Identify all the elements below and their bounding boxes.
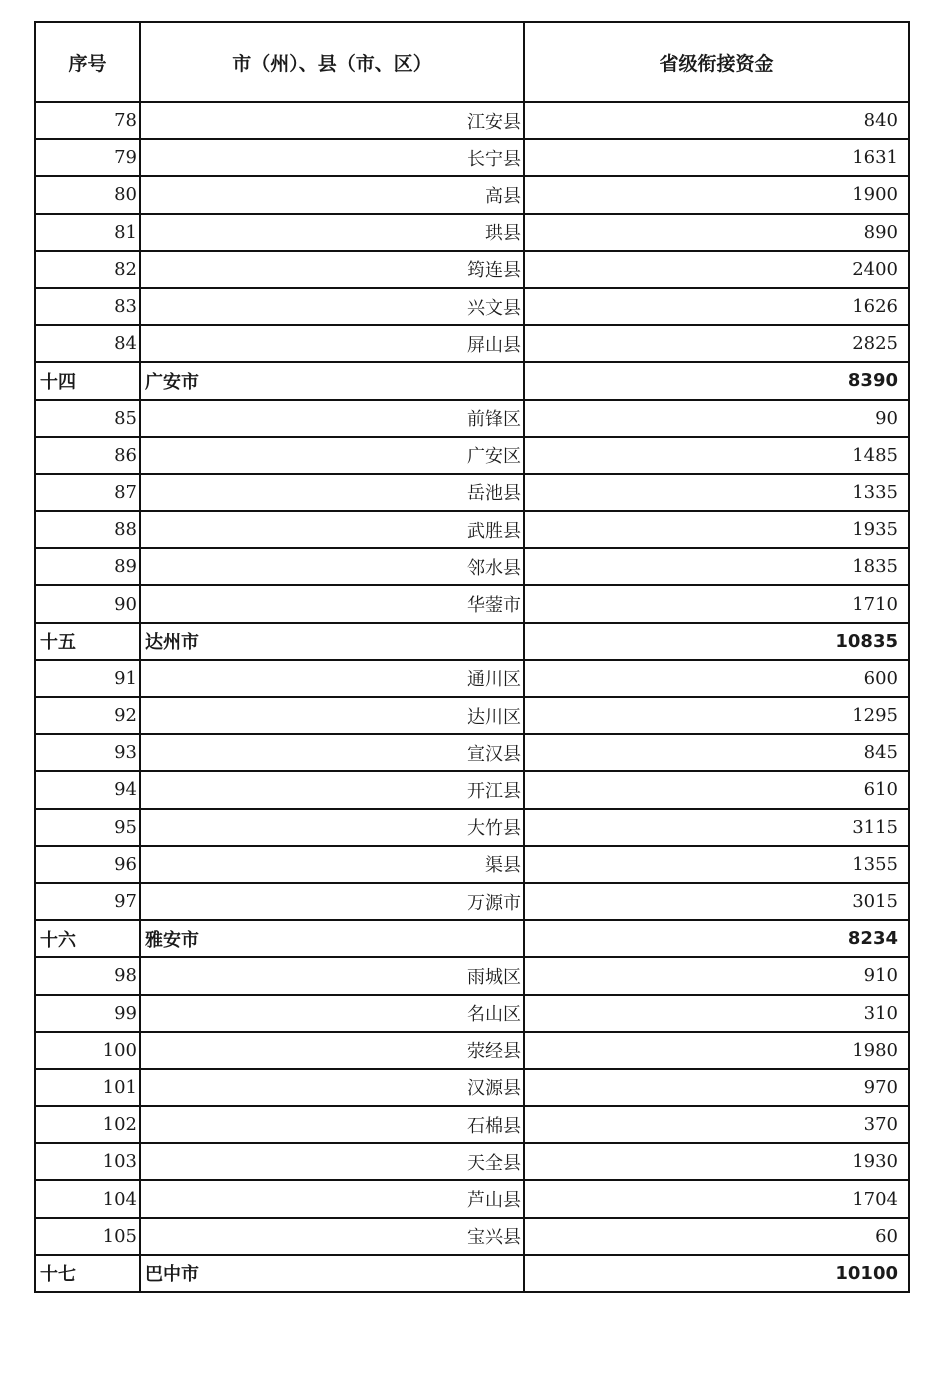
table-row bbox=[35, 288, 909, 325]
cell-index: 98 bbox=[35, 957, 140, 994]
cell-funds: 1835 bbox=[524, 548, 909, 585]
table-row bbox=[35, 400, 909, 437]
header-region: 市（州）、县（市、区） bbox=[140, 22, 524, 102]
cell-index: 89 bbox=[35, 548, 140, 585]
cell-index: 85 bbox=[35, 400, 140, 437]
cell-funds: 1935 bbox=[524, 511, 909, 548]
cell-region: 雅安市 bbox=[140, 920, 524, 957]
cell-region: 长宁县 bbox=[140, 139, 524, 176]
city-subtotal-row bbox=[35, 920, 909, 957]
cell-index: 84 bbox=[35, 325, 140, 362]
table-row bbox=[35, 995, 909, 1032]
cell-index: 105 bbox=[35, 1218, 140, 1255]
cell-funds: 910 bbox=[524, 957, 909, 994]
table-row bbox=[35, 846, 909, 883]
cell-funds: 1704 bbox=[524, 1180, 909, 1217]
cell-funds: 3015 bbox=[524, 883, 909, 920]
table-row bbox=[35, 102, 909, 139]
cell-region: 开江县 bbox=[140, 771, 524, 808]
cell-index: 102 bbox=[35, 1106, 140, 1143]
cell-funds: 60 bbox=[524, 1218, 909, 1255]
cell-funds: 1710 bbox=[524, 585, 909, 622]
cell-funds: 1930 bbox=[524, 1143, 909, 1180]
cell-index: 96 bbox=[35, 846, 140, 883]
cell-region: 宣汉县 bbox=[140, 734, 524, 771]
cell-funds: 1485 bbox=[524, 437, 909, 474]
cell-region: 岳池县 bbox=[140, 474, 524, 511]
cell-index: 82 bbox=[35, 251, 140, 288]
cell-index: 103 bbox=[35, 1143, 140, 1180]
cell-region: 芦山县 bbox=[140, 1180, 524, 1217]
cell-region: 江安县 bbox=[140, 102, 524, 139]
cell-funds: 1295 bbox=[524, 697, 909, 734]
cell-region: 名山区 bbox=[140, 995, 524, 1032]
table-row bbox=[35, 214, 909, 251]
table-row bbox=[35, 1106, 909, 1143]
table-row bbox=[35, 139, 909, 176]
cell-region: 大竹县 bbox=[140, 809, 524, 846]
cell-index: 87 bbox=[35, 474, 140, 511]
table-row bbox=[35, 883, 909, 920]
cell-index: 88 bbox=[35, 511, 140, 548]
cell-region: 通川区 bbox=[140, 660, 524, 697]
cell-index: 80 bbox=[35, 176, 140, 213]
cell-index: 104 bbox=[35, 1180, 140, 1217]
cell-region: 华蓥市 bbox=[140, 585, 524, 622]
cell-funds: 2400 bbox=[524, 251, 909, 288]
cell-index: 95 bbox=[35, 809, 140, 846]
table-row bbox=[35, 809, 909, 846]
city-subtotal-row bbox=[35, 623, 909, 660]
cell-index: 93 bbox=[35, 734, 140, 771]
cell-region: 雨城区 bbox=[140, 957, 524, 994]
cell-funds: 8390 bbox=[524, 362, 909, 399]
cell-region: 广安区 bbox=[140, 437, 524, 474]
table-row bbox=[35, 1143, 909, 1180]
cell-index: 94 bbox=[35, 771, 140, 808]
cell-region: 石棉县 bbox=[140, 1106, 524, 1143]
cell-index: 92 bbox=[35, 697, 140, 734]
cell-index: 十五 bbox=[35, 623, 140, 660]
cell-index: 78 bbox=[35, 102, 140, 139]
cell-index: 91 bbox=[35, 660, 140, 697]
table-row bbox=[35, 1218, 909, 1255]
cell-region: 天全县 bbox=[140, 1143, 524, 1180]
cell-funds: 890 bbox=[524, 214, 909, 251]
cell-index: 97 bbox=[35, 883, 140, 920]
cell-funds: 90 bbox=[524, 400, 909, 437]
cell-funds: 840 bbox=[524, 102, 909, 139]
city-subtotal-row bbox=[35, 362, 909, 399]
header-funds: 省级衔接资金 bbox=[524, 22, 909, 102]
cell-funds: 1355 bbox=[524, 846, 909, 883]
table-row bbox=[35, 325, 909, 362]
cell-region: 宝兴县 bbox=[140, 1218, 524, 1255]
cell-funds: 370 bbox=[524, 1106, 909, 1143]
cell-region: 高县 bbox=[140, 176, 524, 213]
cell-funds: 1631 bbox=[524, 139, 909, 176]
cell-index: 十七 bbox=[35, 1255, 140, 1292]
cell-funds: 10100 bbox=[524, 1255, 909, 1292]
cell-region: 汉源县 bbox=[140, 1069, 524, 1106]
cell-index: 十四 bbox=[35, 362, 140, 399]
cell-funds: 1900 bbox=[524, 176, 909, 213]
header-index: 序号 bbox=[35, 22, 140, 102]
cell-index: 86 bbox=[35, 437, 140, 474]
table-row bbox=[35, 771, 909, 808]
cell-region: 荥经县 bbox=[140, 1032, 524, 1069]
cell-index: 83 bbox=[35, 288, 140, 325]
funds-allocation-table bbox=[34, 21, 910, 1293]
cell-funds: 310 bbox=[524, 995, 909, 1032]
table-row bbox=[35, 437, 909, 474]
table-row bbox=[35, 176, 909, 213]
table-body bbox=[35, 102, 909, 1292]
cell-funds: 610 bbox=[524, 771, 909, 808]
table-row bbox=[35, 548, 909, 585]
cell-funds: 2825 bbox=[524, 325, 909, 362]
cell-index: 100 bbox=[35, 1032, 140, 1069]
cell-index: 79 bbox=[35, 139, 140, 176]
cell-funds: 970 bbox=[524, 1069, 909, 1106]
cell-index: 90 bbox=[35, 585, 140, 622]
cell-funds: 600 bbox=[524, 660, 909, 697]
cell-region: 兴文县 bbox=[140, 288, 524, 325]
cell-funds: 1626 bbox=[524, 288, 909, 325]
table-row bbox=[35, 697, 909, 734]
cell-index: 十六 bbox=[35, 920, 140, 957]
table-row bbox=[35, 585, 909, 622]
cell-region: 武胜县 bbox=[140, 511, 524, 548]
cell-region: 达川区 bbox=[140, 697, 524, 734]
cell-region: 邻水县 bbox=[140, 548, 524, 585]
cell-region: 达州市 bbox=[140, 623, 524, 660]
cell-region: 屏山县 bbox=[140, 325, 524, 362]
table-row bbox=[35, 660, 909, 697]
cell-funds: 8234 bbox=[524, 920, 909, 957]
cell-funds: 10835 bbox=[524, 623, 909, 660]
table-row bbox=[35, 1069, 909, 1106]
table-header-row bbox=[35, 22, 909, 102]
cell-funds: 1980 bbox=[524, 1032, 909, 1069]
cell-index: 101 bbox=[35, 1069, 140, 1106]
cell-funds: 1335 bbox=[524, 474, 909, 511]
cell-funds: 3115 bbox=[524, 809, 909, 846]
table-row bbox=[35, 734, 909, 771]
cell-region: 筠连县 bbox=[140, 251, 524, 288]
table-row bbox=[35, 957, 909, 994]
cell-funds: 845 bbox=[524, 734, 909, 771]
table-row bbox=[35, 474, 909, 511]
table-row bbox=[35, 511, 909, 548]
table-row bbox=[35, 1180, 909, 1217]
cell-region: 万源市 bbox=[140, 883, 524, 920]
cell-index: 99 bbox=[35, 995, 140, 1032]
city-subtotal-row bbox=[35, 1255, 909, 1292]
cell-region: 珙县 bbox=[140, 214, 524, 251]
cell-region: 渠县 bbox=[140, 846, 524, 883]
cell-region: 巴中市 bbox=[140, 1255, 524, 1292]
table-row bbox=[35, 1032, 909, 1069]
cell-region: 前锋区 bbox=[140, 400, 524, 437]
table-row bbox=[35, 251, 909, 288]
cell-index: 81 bbox=[35, 214, 140, 251]
cell-region: 广安市 bbox=[140, 362, 524, 399]
